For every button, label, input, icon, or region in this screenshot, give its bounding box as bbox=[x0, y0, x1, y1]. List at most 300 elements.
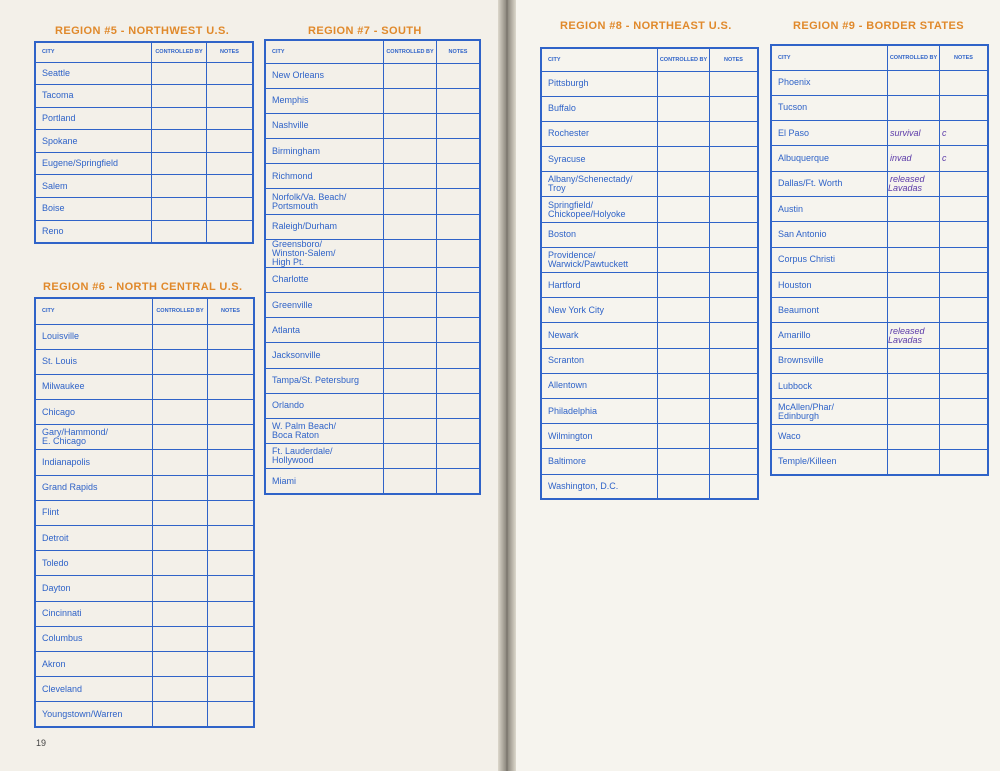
controlled-by-cell[interactable] bbox=[153, 500, 208, 525]
region-6-title: REGION #6 - NORTH CENTRAL U.S. bbox=[43, 281, 243, 293]
notes-cell[interactable] bbox=[208, 677, 255, 702]
city-cell: New Orleans bbox=[265, 63, 384, 88]
table-row bbox=[771, 374, 988, 399]
table-row bbox=[35, 677, 254, 702]
table-row bbox=[771, 399, 988, 424]
notes-cell[interactable] bbox=[208, 626, 255, 651]
table-row bbox=[35, 175, 253, 198]
notes-cell[interactable] bbox=[437, 293, 481, 318]
handwritten-note: released Lavadas bbox=[888, 325, 925, 345]
table-row bbox=[541, 348, 758, 373]
notes-cell[interactable] bbox=[208, 450, 255, 475]
controlled-by-cell[interactable] bbox=[384, 164, 437, 189]
notes-header: NOTES bbox=[207, 42, 254, 62]
controlled-by-cell[interactable] bbox=[153, 400, 208, 425]
controlled-by-cell[interactable] bbox=[658, 273, 710, 298]
notes-cell[interactable] bbox=[710, 373, 759, 398]
table-row bbox=[265, 88, 480, 113]
controlled-by-cell[interactable] bbox=[888, 449, 940, 474]
table-row bbox=[35, 450, 254, 475]
controlled-by-header: CONTROLLED BY bbox=[888, 45, 940, 70]
controlled-by-cell[interactable] bbox=[153, 324, 208, 349]
notes-cell[interactable] bbox=[208, 349, 255, 374]
table-header-row bbox=[35, 298, 254, 324]
notes-cell[interactable] bbox=[437, 469, 481, 494]
city-header: CITY bbox=[265, 40, 384, 63]
city-cell: New York City bbox=[541, 298, 658, 323]
table-row bbox=[541, 424, 758, 449]
notes-cell[interactable] bbox=[437, 239, 481, 267]
notes-cell[interactable] bbox=[710, 247, 759, 272]
notes-cell[interactable] bbox=[437, 267, 481, 292]
city-cell: Waco bbox=[771, 424, 888, 449]
notes-cell[interactable] bbox=[940, 449, 989, 474]
controlled-by-cell[interactable] bbox=[153, 702, 208, 727]
table-row bbox=[265, 214, 480, 239]
notes-cell[interactable] bbox=[940, 272, 989, 297]
city-cell: Nashville bbox=[265, 113, 384, 138]
table-row bbox=[265, 444, 480, 469]
notes-cell[interactable] bbox=[710, 121, 759, 146]
city-cell: Grand Rapids bbox=[35, 475, 153, 500]
controlled-by-cell[interactable] bbox=[658, 247, 710, 272]
notes-cell[interactable] bbox=[710, 273, 759, 298]
handwritten-note: c bbox=[942, 127, 947, 138]
page-number: 19 bbox=[36, 738, 47, 748]
notes-cell[interactable] bbox=[437, 343, 481, 368]
controlled-by-cell[interactable] bbox=[888, 323, 940, 348]
table-row bbox=[265, 418, 480, 443]
book-gutter bbox=[498, 0, 516, 771]
notes-cell[interactable] bbox=[710, 147, 759, 172]
controlled-by-cell[interactable] bbox=[152, 175, 207, 198]
table-row bbox=[541, 474, 758, 499]
table-row bbox=[541, 197, 758, 222]
table-row bbox=[771, 70, 988, 95]
controlled-by-cell[interactable] bbox=[153, 374, 208, 399]
notes-cell[interactable] bbox=[437, 139, 481, 164]
table-row bbox=[35, 576, 254, 601]
city-cell: San Antonio bbox=[771, 222, 888, 247]
controlled-by-cell[interactable] bbox=[888, 196, 940, 221]
controlled-by-cell[interactable] bbox=[152, 107, 207, 130]
notes-cell[interactable] bbox=[208, 601, 255, 626]
city-cell: Scranton bbox=[541, 348, 658, 373]
notes-cell[interactable] bbox=[437, 393, 481, 418]
notes-cell[interactable] bbox=[207, 198, 254, 221]
table-row bbox=[35, 601, 254, 626]
table-row bbox=[265, 164, 480, 189]
table-row bbox=[35, 425, 254, 450]
table-row bbox=[35, 400, 254, 425]
controlled-by-cell[interactable] bbox=[384, 189, 437, 214]
notes-cell[interactable] bbox=[207, 62, 254, 85]
controlled-by-cell[interactable] bbox=[153, 475, 208, 500]
controlled-by-cell[interactable] bbox=[384, 318, 437, 343]
table-row bbox=[541, 373, 758, 398]
city-cell: Orlando bbox=[265, 393, 384, 418]
controlled-by-cell[interactable] bbox=[152, 62, 207, 85]
city-cell: Washington, D.C. bbox=[541, 474, 658, 499]
notes-cell[interactable] bbox=[208, 425, 255, 450]
notes-cell[interactable] bbox=[940, 399, 989, 424]
notes-cell[interactable] bbox=[208, 526, 255, 551]
city-cell: El Paso bbox=[771, 121, 888, 146]
notes-cell[interactable] bbox=[437, 318, 481, 343]
notes-header: NOTES bbox=[710, 48, 759, 71]
controlled-by-cell[interactable] bbox=[384, 63, 437, 88]
controlled-by-cell[interactable] bbox=[888, 424, 940, 449]
city-cell: Tacoma bbox=[35, 85, 152, 108]
notes-cell[interactable] bbox=[940, 424, 989, 449]
city-cell: Boise bbox=[35, 198, 152, 221]
city-cell: Chicago bbox=[35, 400, 153, 425]
controlled-by-cell[interactable] bbox=[658, 172, 710, 197]
notes-cell[interactable] bbox=[940, 146, 989, 171]
city-cell: Akron bbox=[35, 651, 153, 676]
controlled-by-cell[interactable] bbox=[888, 298, 940, 323]
city-cell: Albany/Schenectady/ Troy bbox=[541, 172, 658, 197]
table-row bbox=[35, 324, 254, 349]
controlled-by-cell[interactable] bbox=[152, 198, 207, 221]
notes-header: NOTES bbox=[208, 298, 255, 324]
controlled-by-cell[interactable] bbox=[658, 449, 710, 474]
table-row bbox=[771, 449, 988, 474]
notes-cell[interactable] bbox=[940, 222, 989, 247]
handwritten-note: invad bbox=[890, 153, 912, 164]
table-row bbox=[35, 551, 254, 576]
notes-header: NOTES bbox=[940, 45, 989, 70]
table-row bbox=[35, 220, 253, 243]
city-header: CITY bbox=[541, 48, 658, 71]
table-row bbox=[771, 222, 988, 247]
controlled-by-cell[interactable] bbox=[152, 130, 207, 153]
table-row bbox=[265, 267, 480, 292]
city-header: CITY bbox=[35, 298, 153, 324]
region-5-title: REGION #5 - NORTHWEST U.S. bbox=[55, 25, 230, 37]
notes-cell[interactable] bbox=[208, 400, 255, 425]
notes-cell[interactable] bbox=[710, 424, 759, 449]
controlled-by-cell[interactable] bbox=[384, 368, 437, 393]
city-cell: Greensboro/ Winston-Salem/ High Pt. bbox=[265, 239, 384, 267]
controlled-by-cell[interactable] bbox=[384, 343, 437, 368]
controlled-by-cell[interactable] bbox=[658, 424, 710, 449]
controlled-by-cell[interactable] bbox=[153, 349, 208, 374]
city-cell: Indianapolis bbox=[35, 450, 153, 475]
city-cell: Hartford bbox=[541, 273, 658, 298]
controlled-by-cell[interactable] bbox=[658, 197, 710, 222]
city-cell: Baltimore bbox=[541, 449, 658, 474]
notes-cell[interactable] bbox=[437, 444, 481, 469]
city-cell: W. Palm Beach/ Boca Raton bbox=[265, 418, 384, 443]
region-8-table bbox=[540, 47, 759, 500]
controlled-by-cell[interactable] bbox=[658, 373, 710, 398]
notes-cell[interactable] bbox=[940, 95, 989, 120]
table-row bbox=[265, 189, 480, 214]
controlled-by-cell[interactable] bbox=[153, 677, 208, 702]
table-row bbox=[541, 298, 758, 323]
controlled-by-cell[interactable] bbox=[153, 651, 208, 676]
city-cell: Houston bbox=[771, 272, 888, 297]
controlled-by-cell[interactable] bbox=[658, 71, 710, 96]
table-row bbox=[771, 272, 988, 297]
city-cell: Wilmington bbox=[541, 424, 658, 449]
city-cell: Springfield/ Chickopee/Holyoke bbox=[541, 197, 658, 222]
controlled-by-cell[interactable] bbox=[888, 399, 940, 424]
handwritten-note: c bbox=[942, 153, 947, 164]
controlled-by-cell[interactable] bbox=[153, 450, 208, 475]
notes-cell[interactable] bbox=[710, 398, 759, 423]
controlled-by-cell[interactable] bbox=[658, 222, 710, 247]
controlled-by-cell[interactable] bbox=[888, 121, 940, 146]
table-row bbox=[265, 368, 480, 393]
table-row bbox=[771, 121, 988, 146]
table-row bbox=[265, 393, 480, 418]
city-cell: Temple/Killeen bbox=[771, 449, 888, 474]
controlled-by-cell[interactable] bbox=[384, 239, 437, 267]
table-row bbox=[35, 198, 253, 221]
city-cell: Birmingham bbox=[265, 139, 384, 164]
city-header: CITY bbox=[35, 42, 152, 62]
notes-cell[interactable] bbox=[940, 298, 989, 323]
city-cell: Portland bbox=[35, 107, 152, 130]
controlled-by-cell[interactable] bbox=[152, 152, 207, 175]
controlled-by-cell[interactable] bbox=[888, 146, 940, 171]
city-cell: Syracuse bbox=[541, 147, 658, 172]
notes-cell[interactable] bbox=[710, 298, 759, 323]
city-cell: Atlanta bbox=[265, 318, 384, 343]
notes-cell[interactable] bbox=[437, 418, 481, 443]
table-row bbox=[35, 500, 254, 525]
controlled-by-cell[interactable] bbox=[658, 298, 710, 323]
notes-cell[interactable] bbox=[710, 449, 759, 474]
table-row bbox=[541, 147, 758, 172]
city-cell: Columbus bbox=[35, 626, 153, 651]
notes-cell[interactable] bbox=[437, 88, 481, 113]
city-cell: Cincinnati bbox=[35, 601, 153, 626]
notes-cell[interactable] bbox=[940, 171, 989, 196]
controlled-by-cell[interactable] bbox=[152, 85, 207, 108]
controlled-by-cell[interactable] bbox=[888, 171, 940, 196]
table-header-row bbox=[265, 40, 480, 63]
notes-cell[interactable] bbox=[208, 651, 255, 676]
city-cell: Memphis bbox=[265, 88, 384, 113]
city-cell: Newark bbox=[541, 323, 658, 348]
city-cell: Charlotte bbox=[265, 267, 384, 292]
controlled-by-header: CONTROLLED BY bbox=[658, 48, 710, 71]
table-row bbox=[541, 449, 758, 474]
controlled-by-cell[interactable] bbox=[384, 214, 437, 239]
notes-cell[interactable] bbox=[208, 500, 255, 525]
notes-cell[interactable] bbox=[208, 551, 255, 576]
table-row bbox=[35, 152, 253, 175]
controlled-by-cell[interactable] bbox=[888, 272, 940, 297]
city-cell: Tampa/St. Petersburg bbox=[265, 368, 384, 393]
table-row bbox=[265, 469, 480, 494]
controlled-by-cell[interactable] bbox=[658, 398, 710, 423]
region-6-table bbox=[34, 297, 255, 728]
table-row bbox=[541, 222, 758, 247]
city-cell: Allentown bbox=[541, 373, 658, 398]
city-cell: Dayton bbox=[35, 576, 153, 601]
city-cell: Greenville bbox=[265, 293, 384, 318]
city-cell: Providence/ Warwick/Pawtuckett bbox=[541, 247, 658, 272]
table-row bbox=[771, 247, 988, 272]
table-row bbox=[771, 95, 988, 120]
notes-cell[interactable] bbox=[437, 189, 481, 214]
handwritten-note: released Lavadas bbox=[888, 173, 925, 193]
notes-cell[interactable] bbox=[710, 474, 759, 499]
notes-cell[interactable] bbox=[940, 247, 989, 272]
controlled-by-cell[interactable] bbox=[384, 88, 437, 113]
controlled-by-cell[interactable] bbox=[658, 121, 710, 146]
city-header: CITY bbox=[771, 45, 888, 70]
notes-cell[interactable] bbox=[940, 323, 989, 348]
controlled-by-cell[interactable] bbox=[888, 247, 940, 272]
notes-cell[interactable] bbox=[940, 196, 989, 221]
controlled-by-header: CONTROLLED BY bbox=[153, 298, 208, 324]
region-5-table bbox=[34, 41, 254, 244]
table-row bbox=[541, 273, 758, 298]
table-row bbox=[541, 323, 758, 348]
controlled-by-cell[interactable] bbox=[384, 139, 437, 164]
controlled-by-cell[interactable] bbox=[658, 474, 710, 499]
notes-cell[interactable] bbox=[940, 348, 989, 373]
notes-cell[interactable] bbox=[710, 71, 759, 96]
notes-cell[interactable] bbox=[207, 130, 254, 153]
city-cell: Amarillo bbox=[771, 323, 888, 348]
notes-cell[interactable] bbox=[437, 63, 481, 88]
controlled-by-header: CONTROLLED BY bbox=[152, 42, 207, 62]
city-cell: Corpus Christi bbox=[771, 247, 888, 272]
controlled-by-cell[interactable] bbox=[658, 96, 710, 121]
notes-cell[interactable] bbox=[940, 374, 989, 399]
table-header-row bbox=[541, 48, 758, 71]
city-cell: Flint bbox=[35, 500, 153, 525]
table-row bbox=[265, 293, 480, 318]
city-cell: Philadelphia bbox=[541, 398, 658, 423]
city-cell: Youngstown/Warren bbox=[35, 702, 153, 727]
table-header-row bbox=[771, 45, 988, 70]
table-row bbox=[541, 96, 758, 121]
table-row bbox=[35, 374, 254, 399]
city-cell: Austin bbox=[771, 196, 888, 221]
table-row bbox=[771, 424, 988, 449]
controlled-by-cell[interactable] bbox=[384, 293, 437, 318]
notes-cell[interactable] bbox=[207, 175, 254, 198]
table-row bbox=[35, 475, 254, 500]
city-cell: Cleveland bbox=[35, 677, 153, 702]
notes-cell[interactable] bbox=[208, 576, 255, 601]
notes-cell[interactable] bbox=[940, 70, 989, 95]
notes-cell[interactable] bbox=[710, 323, 759, 348]
controlled-by-cell[interactable] bbox=[384, 267, 437, 292]
notes-cell[interactable] bbox=[208, 324, 255, 349]
notes-cell[interactable] bbox=[940, 121, 989, 146]
notes-cell[interactable] bbox=[710, 222, 759, 247]
controlled-by-cell[interactable] bbox=[658, 323, 710, 348]
city-cell: Lubbock bbox=[771, 374, 888, 399]
table-row bbox=[265, 343, 480, 368]
table-row bbox=[771, 348, 988, 373]
table-row bbox=[35, 349, 254, 374]
notes-cell[interactable] bbox=[437, 164, 481, 189]
table-row bbox=[35, 702, 254, 727]
controlled-by-cell[interactable] bbox=[152, 220, 207, 243]
controlled-by-cell[interactable] bbox=[384, 393, 437, 418]
table-row bbox=[265, 113, 480, 138]
city-cell: Salem bbox=[35, 175, 152, 198]
city-cell: Brownsville bbox=[771, 348, 888, 373]
notes-cell[interactable] bbox=[208, 374, 255, 399]
controlled-by-cell[interactable] bbox=[888, 222, 940, 247]
controlled-by-cell[interactable] bbox=[384, 469, 437, 494]
handwritten-note: survival bbox=[890, 127, 921, 138]
controlled-by-cell[interactable] bbox=[153, 425, 208, 450]
city-cell: Milwaukee bbox=[35, 374, 153, 399]
notes-cell[interactable] bbox=[208, 702, 255, 727]
city-cell: Phoenix bbox=[771, 70, 888, 95]
table-row bbox=[771, 146, 988, 171]
city-cell: Buffalo bbox=[541, 96, 658, 121]
table-header-row bbox=[35, 42, 253, 62]
notes-cell[interactable] bbox=[207, 85, 254, 108]
table-row bbox=[771, 323, 988, 348]
controlled-by-cell[interactable] bbox=[153, 526, 208, 551]
notes-cell[interactable] bbox=[437, 368, 481, 393]
notes-cell[interactable] bbox=[207, 107, 254, 130]
controlled-by-cell[interactable] bbox=[384, 418, 437, 443]
notes-cell[interactable] bbox=[710, 96, 759, 121]
table-row bbox=[265, 239, 480, 267]
city-cell: Louisville bbox=[35, 324, 153, 349]
city-cell: Jacksonville bbox=[265, 343, 384, 368]
controlled-by-cell[interactable] bbox=[384, 113, 437, 138]
controlled-by-cell[interactable] bbox=[658, 348, 710, 373]
controlled-by-cell[interactable] bbox=[888, 374, 940, 399]
controlled-by-cell[interactable] bbox=[153, 551, 208, 576]
notes-cell[interactable] bbox=[710, 348, 759, 373]
region-7-title: REGION #7 - SOUTH bbox=[308, 25, 422, 37]
table-row bbox=[541, 247, 758, 272]
table-row bbox=[541, 398, 758, 423]
city-cell: Gary/Hammond/ E. Chicago bbox=[35, 425, 153, 450]
notes-cell[interactable] bbox=[437, 214, 481, 239]
city-cell: Eugene/Springfield bbox=[35, 152, 152, 175]
notes-cell[interactable] bbox=[437, 113, 481, 138]
notes-cell[interactable] bbox=[710, 172, 759, 197]
notes-cell[interactable] bbox=[207, 152, 254, 175]
controlled-by-cell[interactable] bbox=[888, 95, 940, 120]
controlled-by-cell[interactable] bbox=[153, 626, 208, 651]
table-row bbox=[265, 318, 480, 343]
city-cell: Norfolk/Va. Beach/ Portsmouth bbox=[265, 189, 384, 214]
controlled-by-cell[interactable] bbox=[384, 444, 437, 469]
notes-cell[interactable] bbox=[710, 197, 759, 222]
controlled-by-cell[interactable] bbox=[153, 601, 208, 626]
notes-cell[interactable] bbox=[208, 475, 255, 500]
city-cell: Miami bbox=[265, 469, 384, 494]
controlled-by-cell[interactable] bbox=[888, 70, 940, 95]
controlled-by-cell[interactable] bbox=[658, 147, 710, 172]
table-row bbox=[35, 526, 254, 551]
table-row bbox=[265, 139, 480, 164]
controlled-by-cell[interactable] bbox=[153, 576, 208, 601]
controlled-by-cell[interactable] bbox=[888, 348, 940, 373]
table-row bbox=[541, 172, 758, 197]
region-7-table bbox=[264, 39, 481, 495]
notes-cell[interactable] bbox=[207, 220, 254, 243]
